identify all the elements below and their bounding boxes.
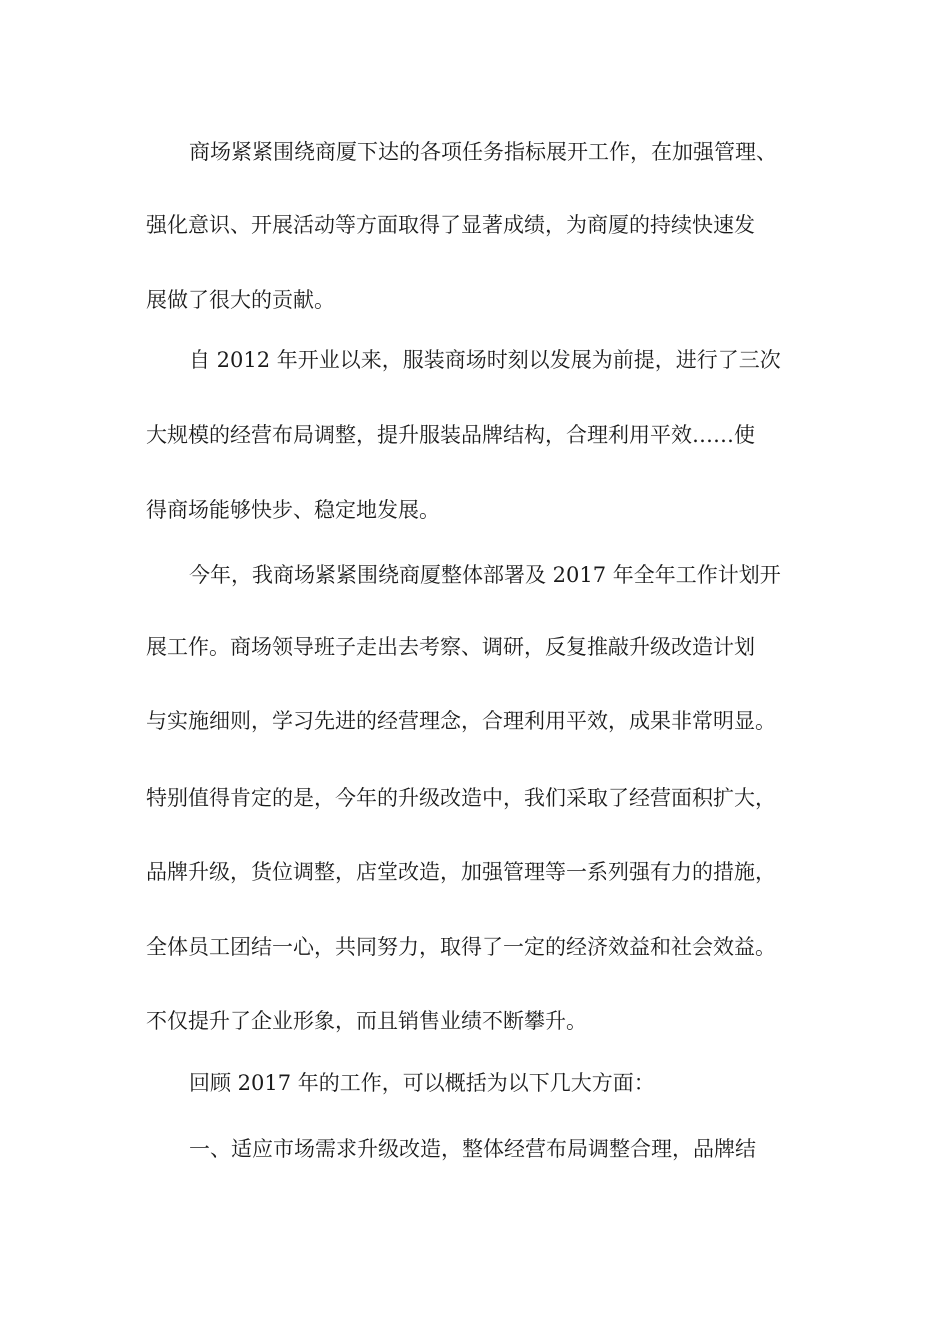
text-line: 不仅提升了企业形象，而且销售业绩不断攀升。 xyxy=(146,1009,587,1033)
text-line: 与实施细则，学习先进的经营理念，合理利用平效，成果非常明显。 xyxy=(146,709,776,733)
text-line: 今年，我商场紧紧围绕商厦整体部署及 2017 年全年工作计划开 xyxy=(189,563,781,587)
text-line: 大规模的经营布局调整，提升服装品牌结构，合理利用平效……使 xyxy=(146,423,755,447)
text-line: 商场紧紧围绕商厦下达的各项任务指标展开工作，在加强管理、 xyxy=(189,140,777,164)
text-line: 展做了很大的贡献。 xyxy=(146,288,335,312)
text-line: 自 2012 年开业以来，服装商场时刻以发展为前提，进行了三次 xyxy=(189,348,781,372)
text-line: 一、适应市场需求升级改造，整体经营布局调整合理，品牌结 xyxy=(189,1137,756,1161)
text-line: 特别值得肯定的是，今年的升级改造中，我们采取了经营面积扩大， xyxy=(146,786,776,810)
text-line: 得商场能够快步、稳定地发展。 xyxy=(146,498,440,522)
text-line: 品牌升级，货位调整，店堂改造，加强管理等一系列强有力的措施， xyxy=(146,860,776,884)
text-line: 全体员工团结一心，共同努力，取得了一定的经济效益和社会效益。 xyxy=(146,935,776,959)
text-line: 回顾 2017 年的工作，可以概括为以下几大方面： xyxy=(189,1071,655,1095)
text-line: 展工作。商场领导班子走出去考察、调研，反复推敲升级改造计划 xyxy=(146,635,755,659)
text-line: 强化意识、开展活动等方面取得了显著成绩，为商厦的持续快速发 xyxy=(146,213,755,237)
